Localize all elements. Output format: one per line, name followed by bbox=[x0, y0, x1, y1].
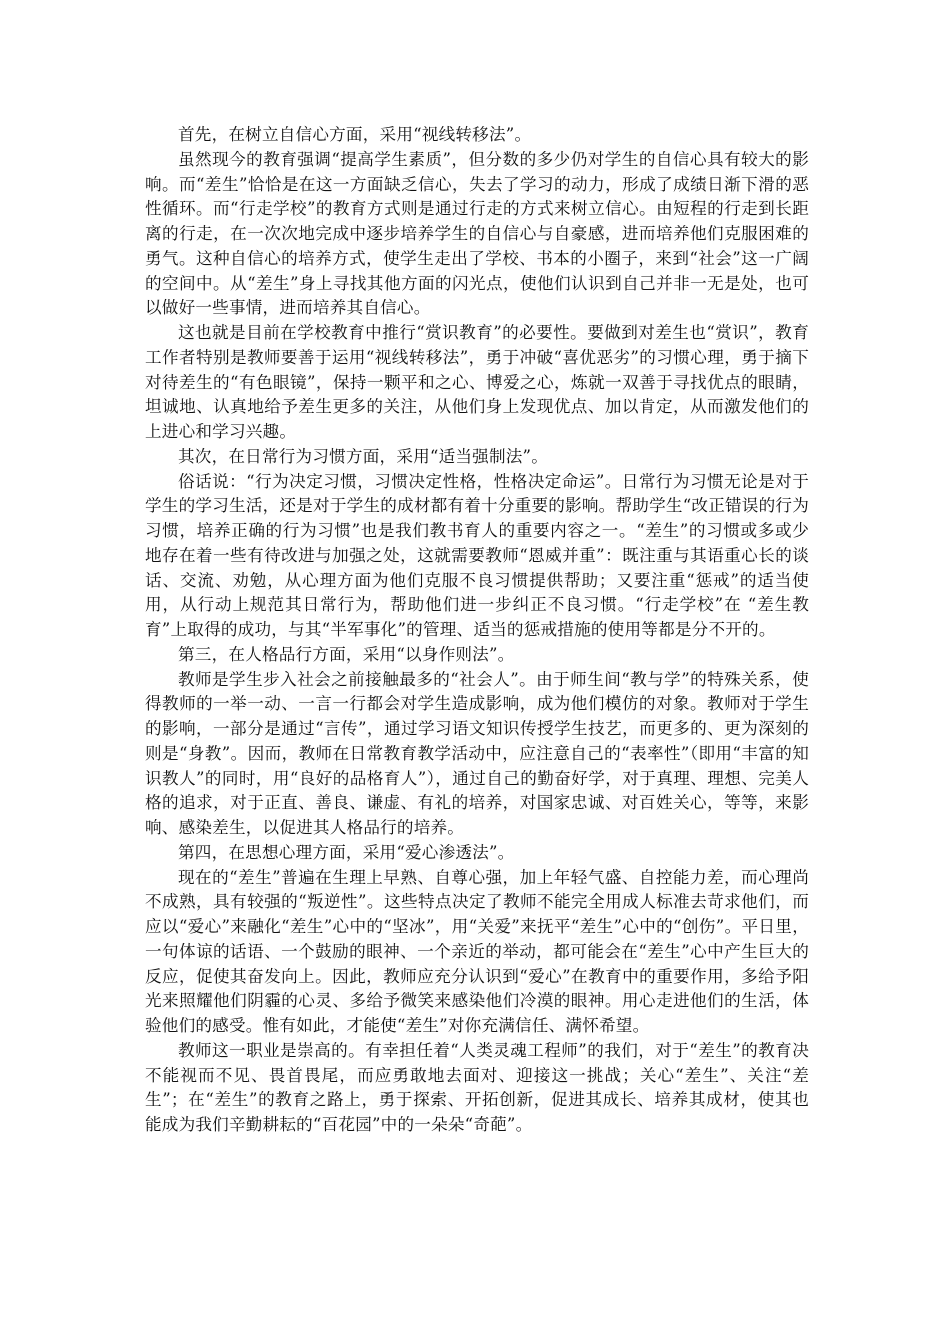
paragraph-9: 现在的“差生”普遍在生理上早熟、自尊心强，加上年轻气盛、自控能力差，而心理尚不成熟，具有较强的“叛逆性”。这些特点决定了教师不能完全用成人标准去苛求他们，而应以“爱心”来融化“差生”心中的“坚冰”，用“关爱”来抚平“差生”心中的“创伤”。平日里，一句体谅的话语、一个鼓励的眼神、一个亲近的举动，都可能会在“差生”心中产生巨大的反应，促使其奋发向上。因此，教师应充分认识到“爱心”在教育中的重要作用，多给予阳光来照耀他们阴霾的心灵、多给予微笑来感染他们冷漠的眼神。用心走进他们的生活，体验他们的感受。惟有如此，才能使“差生”对你充满信任、满怀希望。 bbox=[145, 867, 809, 1035]
paragraph-7: 教师是学生步入社会之前接触最多的“社会人”。由于师生间“教与学”的特殊关系，使得教师的一举一动、一言一行都会对学生造成影响，成为他们模仿的对象。教师对于学生的影响，一部分是通过“言传”，通过学习语文知识传授学生技艺，而更多的、更为深刻的则是“身教”。因而，教师在日常教育教学活动中，应注意自己的“表率性”（即用“丰富的知识教人”的同时，用“良好的品格育人”），通过自己的勤奋好学，对于真理、理想、完美人格的追求，对于正直、善良、谦虚、有礼的培养，对国家忠诚、对百姓关心，等等，来影响、感染差生，以促进其人格品行的培养。 bbox=[145, 669, 809, 837]
paragraph-2: 虽然现今的教育强调“提高学生素质”，但分数的多少仍对学生的自信心具有较大的影响。而“差生”恰恰是在这一方面缺乏信心，失去了学习的动力，形成了成绩日渐下滑的恶性循环。而“行走学校”的教育方式则是通过行走的方式来树立信心。由短程的行走到长距离的行走，在一次次地完成中逐步培养学生的自信心与自豪感，进而培养他们克服困难的勇气。这种自信心的培养方式，使学生走出了学校、书本的小圈子，来到“社会”这一广阔的空间中。从“差生”身上寻找其他方面的闪光点，使他们认识到自己并非一无是处，也可以做好一些事情，进而培养其自信心。 bbox=[145, 149, 809, 318]
document-body bbox=[145, 123, 809, 1138]
paragraph-10: 教师这一职业是崇高的。有幸担任着“人类灵魂工程师”的我们，对于“差生”的教育决不能视而不见、畏首畏尾，而应勇敢地去面对、迎接这一挑战；关心“差生”、关注“差生”；在“差生”的教育之路上，勇于探索、开拓创新，促进其成长、培养其成材，使其也能成为我们辛勤耕耘的“百花园”中的一朵朵“奇葩”。 bbox=[145, 1040, 809, 1134]
paragraph-6: 第三，在人格品行方面，采用“以身作则法”。 bbox=[178, 644, 515, 664]
paragraph-8: 第四，在思想心理方面，采用“爱心渗透法”。 bbox=[178, 842, 515, 862]
paragraph-4: 其次，在日常行为习惯方面，采用“适当强制法”。 bbox=[178, 446, 549, 466]
paragraph-5: 俗话说：“行为决定习惯，习惯决定性格，性格决定命运”。日常行为习惯无论是对于学生的学习生活，还是对于学生的成材都有着十分重要的影响。帮助学生“改正错误的行为习惯，培养正确的行为习惯”也是我们教书育人的重要内容之一。“差生”的习惯或多或少地存在着一些有待改进与加强之处，这就需要教师“恩威并重”：既注重与其语重心长的谈话、交流、劝勉，从心理方面为他们克服不良习惯提供帮助；又要注重“惩戒”的适当使用，从行动上规范其日常行为，帮助他们进一步纠正不良习惯。“行走学校”在 “差生教育”上取得的成功，与其“半军事化”的管理、适当的惩戒措施的使用等都是分不开的。 bbox=[145, 471, 809, 639]
paragraph-1: 首先，在树立自信心方面，采用“视线转移法”。 bbox=[178, 125, 532, 144]
paragraph-3: 这也就是目前在学校教育中推行“赏识教育”的必要性。要做到对差生也“赏识”，教育工作者特别是教师要善于运用“视线转移法”，勇于冲破“喜优恶劣”的习惯心理，勇于摘下对待差生的“有色眼镜”，保持一颗平和之心、博爱之心，炼就一双善于寻找优点的眼睛，坦诚地、认真地给予差生更多的关注，从他们身上发现优点、加以肯定，从而激发他们的上进心和学习兴趣。 bbox=[145, 323, 809, 441]
